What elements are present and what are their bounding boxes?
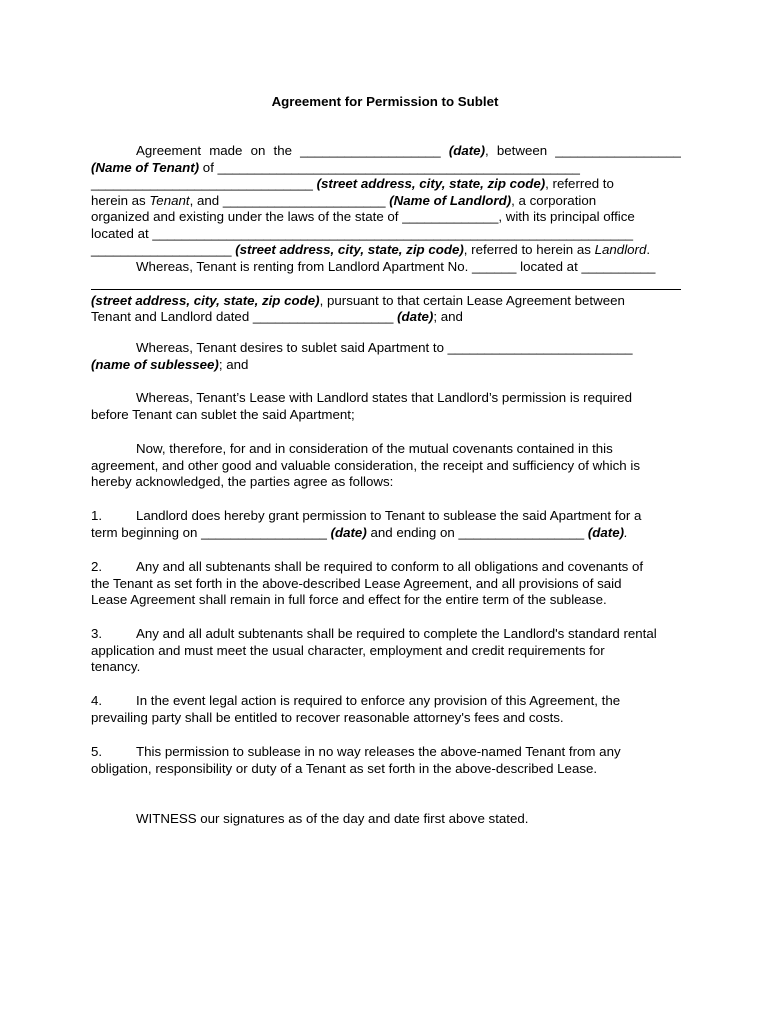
- whereas1-line-4: Tenant and Landlord dated ___________________ (date); and: [91, 309, 463, 324]
- intro-line-2: (Name of Tenant) of _________________________________________________: [91, 159, 580, 175]
- whereas1-line-3: (street address, city, state, zip code), pursuant to that certain Lease Agreement between: [91, 292, 625, 308]
- clause-number: 5.: [91, 744, 103, 759]
- blank-line-rule: [91, 275, 681, 290]
- intro-line-5: organized and existing under the laws of the state of _____________, with its principal office: [91, 209, 635, 224]
- street-address-label: (street address, city, state, zip code): [235, 242, 464, 257]
- date-label: (date): [397, 309, 434, 324]
- name-of-tenant-label: (Name of Tenant): [91, 159, 200, 175]
- date-label: (date): [448, 143, 486, 158]
- date-label: (date): [330, 524, 367, 540]
- whereas3-line-1: Whereas, Tenant’s Lease with Landlord states that Landlord’s permission is required: [136, 390, 632, 405]
- name-of-landlord-label: (Name of Landlord): [389, 192, 512, 208]
- clause-5: 5. This permission to sublease in no way releases the above-named Tenant from any obligation, responsibility or duty of a Tenant as set forth in the above-described Lease.: [91, 744, 621, 776]
- whereas2-paragraph: [91, 340, 681, 373]
- clause-3: 3. Any and all adult subtenants shall be required to complete the Landlord's standard rental application and must meet the usual character, employment and credit requirements for tenancy.: [91, 626, 657, 674]
- street-address-label: (street address, city, state, zip code): [316, 176, 546, 191]
- now-therefore-line-1: Now, therefore, for and in consideration of the mutual covenants contained in this: [136, 441, 613, 456]
- clause-2: 2. Any and all subtenants shall be required to conform to all obligations and covenants of the Tenant as set forth in the above-described Lease Agreement, and all provisions of said Lease Agreement shall remain in full force and effect for the entire term of the sublease.: [91, 559, 644, 607]
- intro-line-3: ______________________________ (street address, city, state, zip code), referred to: [91, 176, 614, 191]
- intro-line-1: Agreement made on the ___________________ (date), between _________________: [136, 143, 681, 158]
- date-label: (date): [587, 524, 625, 540]
- clause-number: 4.: [91, 693, 103, 708]
- intro-line-4: herein as Tenant, and ______________________ (Name of Landlord), a corporation: [91, 192, 597, 208]
- clause-number: 1.: [91, 508, 103, 523]
- clause-1: 1. Landlord does hereby grant permission to Tenant to sublease the said Apartment for a term beginning on _________________ (date) and ending on _________________ (date).: [91, 508, 642, 540]
- intro-paragraph: [91, 143, 681, 326]
- whereas2-line-1: Whereas, Tenant desires to sublet said Apartment to _________________________: [136, 340, 633, 355]
- whereas3-line-2: before Tenant can sublet the said Apartment;: [91, 406, 355, 422]
- witness-statement: WITNESS our signatures as of the day and date first above stated.: [136, 811, 529, 826]
- street-address-label: (street address, city, state, zip code): [91, 292, 320, 308]
- intro-line-6: located at _________________________________________________________________: [91, 225, 634, 241]
- whereas1-line-1: Whereas, Tenant is renting from Landlord Apartment No. ______ located at __________: [136, 258, 656, 274]
- now-therefore-line-2: agreement, and other good and valuable consideration, the receipt and sufficiency of which is: [91, 457, 640, 473]
- intro-line-7: ___________________ (street address, city, state, zip code), referred to herein as Landlord.: [91, 242, 651, 257]
- document-title: Agreement for Permission to Sublet: [271, 94, 499, 109]
- now-therefore-paragraph: [91, 441, 681, 491]
- whereas3-paragraph: [91, 390, 681, 423]
- whereas2-line-2: (name of sublessee); and: [91, 356, 249, 372]
- clause-4: 4. In the event legal action is required to enforce any provision of this Agreement, the prevailing party shall be entitled to recover reasonable attorney's fees and costs.: [91, 693, 621, 725]
- name-of-sublessee-label: (name of sublessee): [91, 356, 219, 372]
- now-therefore-line-3: hereby acknowledged, the parties agree as follows:: [91, 474, 394, 489]
- clause-number: 2.: [91, 559, 103, 574]
- clause-number: 3.: [91, 626, 103, 641]
